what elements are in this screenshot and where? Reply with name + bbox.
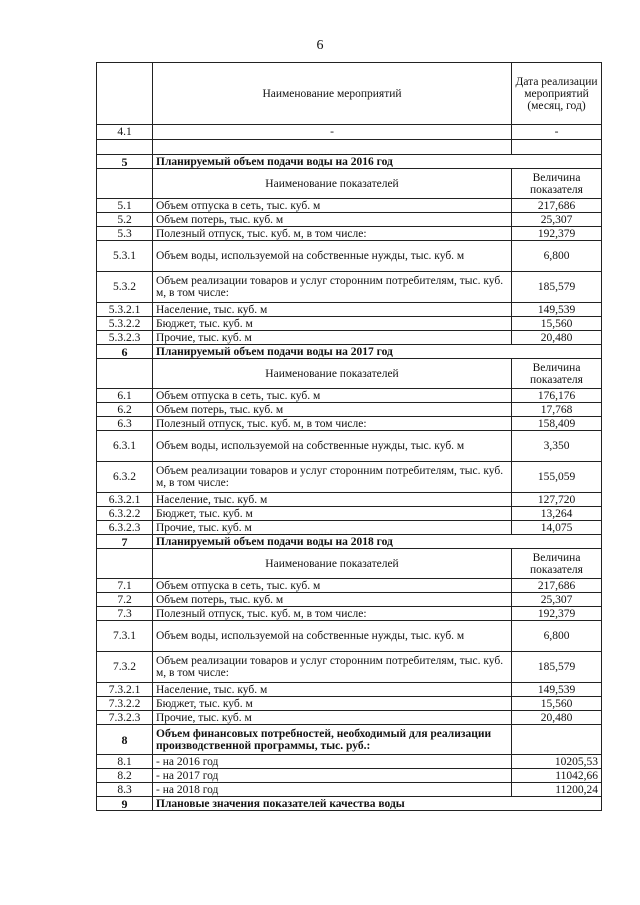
row-num: 5.3.1 [97,241,153,272]
row-num: 5.1 [97,199,153,213]
row-value: 15,560 [512,697,602,711]
row-value: 149,539 [512,683,602,697]
indicator-header-blank [97,359,153,389]
table-row [97,697,602,711]
row-num: 8.3 [97,783,153,797]
page-number: 6 [316,38,324,53]
row-value: 25,307 [512,593,602,607]
row-num: 8.2 [97,769,153,783]
table-row [97,652,602,683]
row-name: - на 2016 год [153,755,512,769]
table-row [97,607,602,621]
row-value: 185,579 [512,652,602,683]
row-value: 185,579 [512,272,602,303]
table-row [97,199,602,213]
row-value: 155,059 [512,462,602,493]
row-name: Объем отпуска в сеть, тыс. куб. м [153,579,512,593]
row-name: Прочие, тыс. куб. м [153,711,512,725]
row-name: Прочие, тыс. куб. м [153,521,512,535]
row-num: 6.3.2 [97,462,153,493]
row-value: 10205,53 [512,755,602,769]
section-title: Объем финансовых потребностей, необходимый для реализации производственной программы, тыс. руб.: [153,725,512,755]
row-value: 20,480 [512,331,602,345]
row-value: 14,075 [512,521,602,535]
table-row [97,683,602,697]
indicator-header-name: Наименование показателей [153,359,512,389]
section-number: 9 [97,797,153,811]
row-num: 7.3.2 [97,652,153,683]
row-value: 192,379 [512,607,602,621]
table-row [97,507,602,521]
header-num-cell [97,63,153,125]
row-name: Объем воды, используемой на собственные нужды, тыс. куб. м [153,241,512,272]
section-title: Плановые значения показателей качества воды [153,797,602,811]
row-num: 6.3.2.2 [97,507,153,521]
table-row [97,241,602,272]
row-num: 6.3.2.1 [97,493,153,507]
indicator-header-row [97,549,602,579]
table-row [97,755,602,769]
row-num: 7.1 [97,579,153,593]
section-number: 6 [97,345,153,359]
row-name: Объем реализации товаров и услуг сторонним потребителям, тыс. куб. м, в том числе: [153,462,512,493]
section-title-row [97,345,602,359]
blank-row [97,140,602,155]
blank-cell [97,140,153,155]
row-value: 25,307 [512,213,602,227]
table-row [97,317,602,331]
row-num: 5.3.2 [97,272,153,303]
section-title: Планируемый объем подачи воды на 2018 год [153,535,602,549]
section-title: Планируемый объем подачи воды на 2016 год [153,155,602,169]
table-row [97,431,602,462]
program-table [96,62,602,811]
row-num: 7.3.2.2 [97,697,153,711]
row-name: Объем потерь, тыс. куб. м [153,403,512,417]
header-name-cell: Наименование мероприятий [153,63,512,125]
row-value: 20,480 [512,711,602,725]
section-title-row [97,725,602,755]
row-value: 6,800 [512,621,602,652]
row-value: 158,409 [512,417,602,431]
row-value: 3,350 [512,431,602,462]
section-title-row [97,535,602,549]
indicator-header-value: Величина показателя [512,359,602,389]
row-name: - на 2017 год [153,769,512,783]
row-date: - [512,125,602,140]
row-value: 217,686 [512,199,602,213]
table-row [97,227,602,241]
row-value: 127,720 [512,493,602,507]
indicator-header-name: Наименование показателей [153,169,512,199]
row-name: - на 2018 год [153,783,512,797]
indicator-header-blank [97,169,153,199]
row-num: 6.3.2.3 [97,521,153,535]
row-value: 192,379 [512,227,602,241]
table-row [97,213,602,227]
table-header-row [97,63,602,125]
row-num: 6.1 [97,389,153,403]
section-number: 7 [97,535,153,549]
table-row [97,272,602,303]
indicator-header-name: Наименование показателей [153,549,512,579]
table-row [97,331,602,345]
indicator-header-value: Величина показателя [512,169,602,199]
row-value: 11200,24 [512,783,602,797]
row-name: Население, тыс. куб. м [153,303,512,317]
row-value: 217,686 [512,579,602,593]
row-num: 5.3.2.2 [97,317,153,331]
row-num: 7.3.2.1 [97,683,153,697]
table-row [97,593,602,607]
table-row [97,389,602,403]
row-name: Население, тыс. куб. м [153,683,512,697]
row-num: 7.3 [97,607,153,621]
row-name: Объем воды, используемой на собственные нужды, тыс. куб. м [153,621,512,652]
row-num: 7.3.2.3 [97,711,153,725]
row-name: Бюджет, тыс. куб. м [153,317,512,331]
row-name: Полезный отпуск, тыс. куб. м, в том числе: [153,607,512,621]
indicator-header-blank [97,549,153,579]
row-num: 5.3.2.3 [97,331,153,345]
table-row [97,711,602,725]
row-name: Объем отпуска в сеть, тыс. куб. м [153,199,512,213]
row-value: 15,560 [512,317,602,331]
row-name: Объем реализации товаров и услуг сторонним потребителям, тыс. куб. м, в том числе: [153,272,512,303]
table-row [97,303,602,317]
table-row [97,769,602,783]
table-row [97,493,602,507]
header-date-cell: Дата реализации мероприятий (месяц, год) [512,63,602,125]
table-row [97,783,602,797]
section-title-row [97,155,602,169]
row-name: Объем потерь, тыс. куб. м [153,593,512,607]
row-4-1 [97,125,602,140]
indicator-header-row [97,359,602,389]
row-num: 7.3.1 [97,621,153,652]
table-row [97,417,602,431]
row-name: Объем воды, используемой на собственные нужды, тыс. куб. м [153,431,512,462]
row-value: 13,264 [512,507,602,521]
section-number: 5 [97,155,153,169]
indicator-header-value: Величина показателя [512,549,602,579]
row-name: Полезный отпуск, тыс. куб. м, в том числе: [153,417,512,431]
row-name: - [153,125,512,140]
row-name: Бюджет, тыс. куб. м [153,507,512,521]
row-num: 5.3.2.1 [97,303,153,317]
table-row [97,579,602,593]
section-number: 8 [97,725,153,755]
row-name: Население, тыс. куб. м [153,493,512,507]
row-name: Бюджет, тыс. куб. м [153,697,512,711]
row-value: 149,539 [512,303,602,317]
row-name: Объем отпуска в сеть, тыс. куб. м [153,389,512,403]
section-title: Планируемый объем подачи воды на 2017 год [153,345,602,359]
blank-cell [512,140,602,155]
row-value: 6,800 [512,241,602,272]
row-num: 7.2 [97,593,153,607]
row-num: 5.3 [97,227,153,241]
row-num: 4.1 [97,125,153,140]
row-num: 8.1 [97,755,153,769]
section-title-row [97,797,602,811]
row-value: 17,768 [512,403,602,417]
row-num: 6.3 [97,417,153,431]
row-num: 6.2 [97,403,153,417]
table-row [97,621,602,652]
row-num: 5.2 [97,213,153,227]
row-name: Прочие, тыс. куб. м [153,331,512,345]
indicator-header-row [97,169,602,199]
row-name: Объем реализации товаров и услуг сторонним потребителям, тыс. куб. м, в том числе: [153,652,512,683]
section-blank [512,725,602,755]
row-value: 176,176 [512,389,602,403]
table-row [97,462,602,493]
row-name: Полезный отпуск, тыс. куб. м, в том числе: [153,227,512,241]
row-value: 11042,66 [512,769,602,783]
table-row [97,521,602,535]
row-num: 6.3.1 [97,431,153,462]
blank-cell [153,140,512,155]
table-row [97,403,602,417]
row-name: Объем потерь, тыс. куб. м [153,213,512,227]
